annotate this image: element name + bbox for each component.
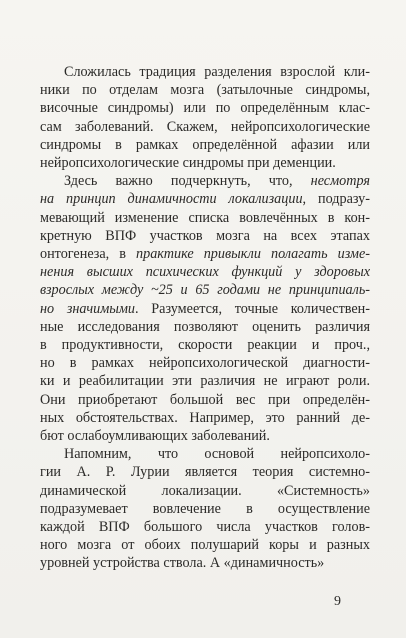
text-line [40,391,370,409]
text-run: синдромы в рамках определённой афазии или [40,136,370,153]
text-line [40,209,370,227]
text-run: мевающий изменение списка вовлечённых в кон- [40,209,370,226]
text-run: динамической локализации. «Системность» [40,482,370,499]
text-line [40,518,370,536]
text-run: кретную ВПФ участков мозга на всех этапах [40,227,370,244]
text-line [40,482,370,500]
text-run: Они приобретают большой вес при определён- [40,391,370,408]
text-run: каждой ВПФ большого числа участков голов- [40,519,370,536]
text-run: ные исследования позволяют оценить различия [40,318,370,335]
text-run: уровней устройства ствола. А «динамичность» [40,555,325,572]
paragraph [40,63,370,172]
italic-run: несмотря [310,173,370,190]
text-line [40,372,370,390]
text-run: височные синдромы) или по определённым клас- [40,100,370,117]
text-run: гии А. Р. Лурии является теория системно- [40,464,370,481]
italic-run: практике привыкли полагать изме- [136,246,370,263]
text-run: нейропсихологические синдромы при деменции. [40,155,336,172]
text-run: онтогенеза, в [40,246,137,263]
italic-run: но значимыми [40,300,136,317]
text-line [40,63,370,81]
text-line [40,81,370,99]
text-line [40,172,370,190]
text-line [40,463,370,481]
text-line [40,445,370,463]
italic-run: нения высших психических функций у здоровых [40,264,370,281]
text-run: бют ослабоумливающих заболеваний. [40,428,270,445]
text-line [40,318,370,336]
text-run: но в рамках нейропсихологической диагности- [40,355,370,372]
text-line [40,427,370,445]
text-line [40,409,370,427]
italic-run: взрослых между ~25 и 65 годами не принципиаль- [40,282,370,299]
text-line [40,118,370,136]
paragraph [40,445,370,572]
text-run: ных обстоятельствах. Например, это ранний де- [40,409,370,426]
text-line [40,154,370,172]
text-run: Здесь важно подчеркнуть, что, [64,173,311,190]
text-run: Напомним, что основой нейропсихоло- [64,446,370,463]
text-run: подразумевает вовлечение в осуществление [40,500,370,517]
paragraph [40,172,370,445]
text-line [40,354,370,372]
text-run: . Разумеется, точные количествен- [135,300,370,317]
text-run: сам заболеваний. Скажем, нейропсихологические [40,118,370,135]
text-line [40,281,370,299]
text-line [40,500,370,518]
text-line [40,245,370,263]
text-line [40,336,370,354]
body-text [40,63,370,573]
page-number: 9 [334,594,341,609]
text-run: ного мозга от обоих полушарий коры и разных [40,537,370,554]
text-run: ки и реабилитации эти различия не играют роли. [40,373,370,390]
text-line [40,263,370,281]
text-line [40,99,370,117]
text-line [40,136,370,154]
text-line [40,554,370,572]
text-line [40,300,370,318]
italic-run: на принцип динамичности локализации [40,191,303,208]
text-line [40,227,370,245]
text-run: , подразу- [302,191,371,208]
text-line [40,536,370,554]
text-run: ники по отделам мозга (затылочные синдромы, [40,82,370,99]
text-line [40,190,370,208]
text-run: в продуктивности, скорости реакции и проч., [40,337,370,354]
text-run: Сложилась традиция разделения взрослой кли- [64,64,370,80]
